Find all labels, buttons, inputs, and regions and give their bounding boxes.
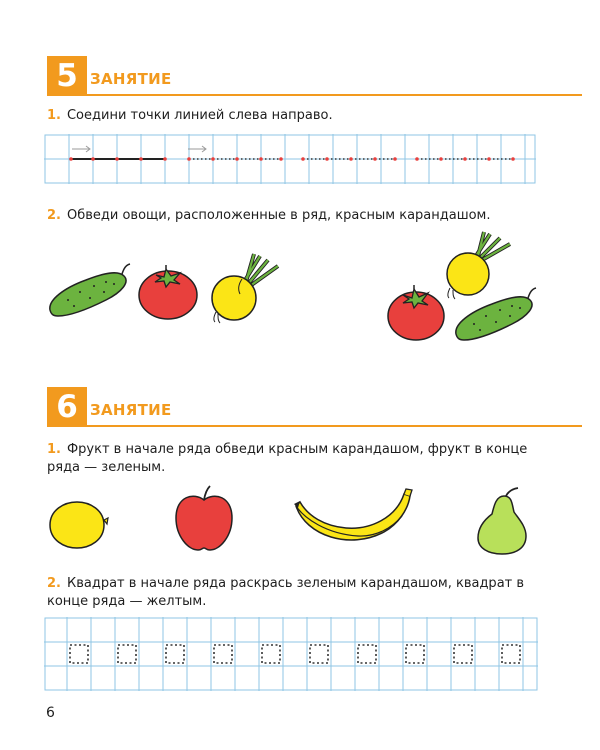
lesson-title: ЗАНЯТИЕ <box>90 70 172 88</box>
dashed-square <box>502 645 520 663</box>
banana-icon <box>292 488 418 550</box>
arrow-right-icon <box>72 146 90 152</box>
task-trace-vegetables <box>47 207 537 225</box>
dashed-square <box>70 645 88 663</box>
tomato-icon <box>385 282 447 342</box>
task-number: 2. <box>47 208 61 223</box>
task-text: Фрукт в начале ряда обведи красным карандашом, фрукт в конце ряда — зеленым. <box>47 442 528 475</box>
lesson-number-badge: 5 <box>47 56 87 96</box>
lesson-5-header <box>47 56 587 96</box>
task-connect-dots <box>47 107 537 125</box>
task-text: Соедини точки линией слева направо. <box>66 108 333 123</box>
dashed-square <box>262 645 280 663</box>
dashed-square <box>406 645 424 663</box>
task-trace-fruits <box>47 441 537 477</box>
dashed-square <box>118 645 136 663</box>
lesson-title: ЗАНЯТИЕ <box>90 401 172 419</box>
cucumber-icon <box>44 262 134 322</box>
dashed-square <box>454 645 472 663</box>
dashed-square <box>166 645 184 663</box>
lesson-6-header <box>47 387 587 427</box>
task-text: Квадрат в начале ряда раскрась зеленым карандашом, квадрат в конце ряда — желтым. <box>47 576 525 609</box>
dashed-square <box>214 645 232 663</box>
apple-icon <box>172 484 236 554</box>
task-number: 2. <box>47 576 61 591</box>
tomato-icon <box>136 263 200 321</box>
squares-coloring-grid <box>44 617 538 691</box>
arrow-right-icon <box>188 146 206 152</box>
header-divider <box>87 425 582 427</box>
lemon-icon <box>44 498 110 552</box>
lesson-number-badge: 6 <box>47 387 87 427</box>
header-divider <box>87 94 582 96</box>
dashed-square <box>310 645 328 663</box>
task-number: 1. <box>47 108 61 123</box>
task-text: Обведи овощи, расположенные в ряд, красным карандашом. <box>66 208 491 223</box>
dashed-square <box>358 645 376 663</box>
onion-icon <box>208 250 288 326</box>
cucumber-icon <box>450 286 540 346</box>
dot-tracing-grid <box>44 134 536 184</box>
page-number: 6 <box>46 705 55 721</box>
task-color-squares <box>47 575 537 611</box>
task-number: 1. <box>47 442 61 457</box>
pear-icon <box>474 486 538 556</box>
